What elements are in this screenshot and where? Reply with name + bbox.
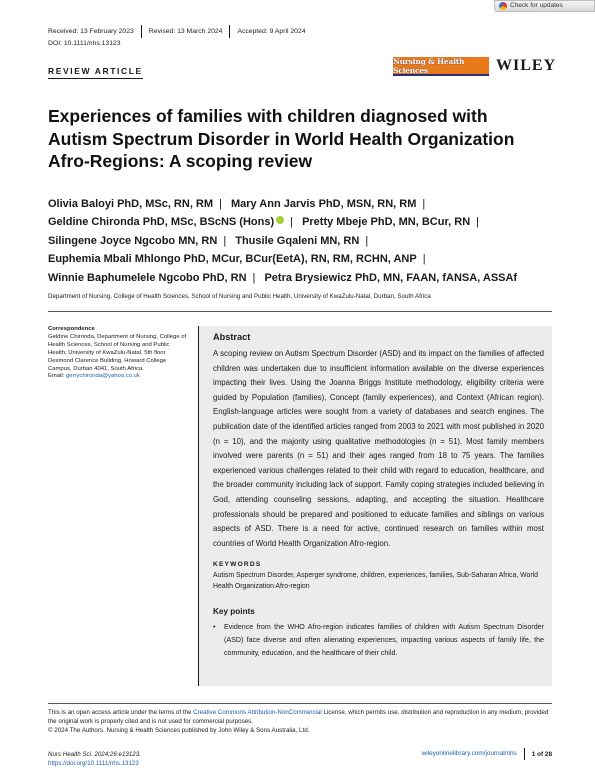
license-link[interactable]: Creative Commons Attribution-NonCommercial xyxy=(193,709,322,716)
author: Winnie Baphumelele Ngcobo PhD, RN xyxy=(48,271,247,284)
author: Thusile Gqaleni MN, RN xyxy=(235,234,360,247)
license-notice: This is an open access article under the terms of the Creative Commons Attribution-NonCommercial License, which permits use, distribution and reproduction in any medium, provided the original work is properly cited and is not used for commercial purposes. © 2024 The Authors. Nursing & Health Sciences published by John Wiley & Sons Australia, Ltd. xyxy=(48,708,553,736)
footer-divider xyxy=(48,703,552,704)
citation-footer xyxy=(48,750,141,769)
page-footer xyxy=(422,748,552,760)
publisher-logo: WILEY xyxy=(496,57,557,74)
check-for-updates-button[interactable] xyxy=(494,0,595,12)
author: Petra Brysiewicz PhD, MN, FAAN, fANSA, ASSAf xyxy=(264,271,518,284)
journal-logo: Nursing & Health Sciences xyxy=(393,57,489,76)
copyright: © 2024 The Authors. Nursing & Health Sciences published by John Wiley & Sons Australia, Ltd. xyxy=(48,727,310,735)
author-list: Olivia Baloyi PhD, MSc, RN, RM | Mary Ann Jarvis PhD, MSN, RN, RM | Geldine Chironda PhD, MSc, BScNS (Hons) | Pretty Mbeje PhD, MN, BCur, RN | Silingene Joyce Ngcobo MN, RN | Thusile Gqaleni MN, RN | Euphemia Mbali Mhlongo PhD, MCur, BCur(EetA), RN, RM, RCHN, ANP | Winnie Baphumelele Ngcobo PhD, RN | Petra Brysiewicz PhD, MN, FAAN, fANSA, ASSAf xyxy=(48,198,518,284)
correspondence-heading: Correspondence xyxy=(48,326,95,332)
article-title: Experiences of families with children diagnosed with Autism Spectrum Disorder in World Health Organization Afro-Regions: A scoping review xyxy=(48,106,515,171)
revised-date: Revised: 13 March 2024 xyxy=(142,25,231,38)
author: Silingene Joyce Ngcobo MN, RN xyxy=(48,234,218,247)
author: Euphemia Mbali Mhlongo PhD, MCur, BCur(EetA), RN, RM, RCHN, ANP xyxy=(48,253,417,266)
email-link[interactable]: gerrychironda@yahoo.co.uk xyxy=(66,373,140,380)
abstract-panel xyxy=(198,326,552,686)
publication-dates xyxy=(48,25,312,38)
keywords-heading: KEYWORDS xyxy=(213,561,262,569)
check-for-updates-label: Check for updates xyxy=(510,2,563,9)
correspondence-address: Geldine Chironda, Department of Nursing, College of Health Sciences, School of Nursing and Public Health, University of KwaZulu-Natal, 5th floor Desmond Clarence Building, Howard College Campus, Durban 4041, South Africa. xyxy=(48,333,187,372)
author: Olivia Baloyi PhD, MSc, RN, RM xyxy=(48,198,214,210)
page-number: 1 of 28 xyxy=(531,750,552,758)
key-points-list xyxy=(213,621,544,660)
accepted-date: Accepted: 9 April 2024 xyxy=(237,28,306,35)
abstract-heading: Abstract xyxy=(213,332,251,342)
journal-url-link[interactable]: wileyonlinelibrary.com/journal/nhs xyxy=(422,748,525,760)
key-points-heading: Key points xyxy=(213,606,255,616)
article-type: REVIEW ARTICLE xyxy=(48,66,143,79)
section-divider xyxy=(48,311,552,312)
doi-link[interactable]: https://doi.org/10.1111/nhs.13123 xyxy=(48,760,139,768)
author: Mary Ann Jarvis PhD, MSN, RN, RM xyxy=(230,198,417,210)
keywords-text: Autism Spectrum Disorder, Asperger syndrome, children, experiences, families, Sub-Saharan Africa, World Health Organization Afro-region xyxy=(213,572,539,591)
correspondence-email-line: Email: gerrychironda@yahoo.co.uk xyxy=(48,373,140,380)
correspondence-block xyxy=(48,326,188,381)
doi-header: DOI: 10.1111/nhs.13123 xyxy=(48,40,121,47)
affiliation: Department of Nursing, College of Health Sciences, School of Nursing and Public Health, University of KwaZulu-Natal, Durban, South Africa xyxy=(48,293,431,300)
key-point-item: • Evidence from the WHO Afro-region indicates families of children with Autism Spectrum Disorder (ASD) face diverse and often alienating experiences, impacting various aspects of family life, the community, education, and the healthcare of their child. xyxy=(213,621,544,660)
author: Geldine Chironda PhD, MSc, BScNS (Hons) xyxy=(48,216,275,229)
author: Pretty Mbeje PhD, MN, BCur, RN xyxy=(302,216,471,229)
journal-citation: Nurs Health Sci. 2024;26:e13123. xyxy=(48,751,141,758)
orcid-icon[interactable] xyxy=(276,216,284,224)
received-date: Received: 13 February 2023 xyxy=(48,25,142,38)
abstract-text: A scoping review on Autism Spectrum Disorder (ASD) and its impact on the families of affected children was undertaken due to insufficient information available on the diverse experiences impacting their lives. Using the Joanna Briggs Institute methodology, eligibility criteria were guided by Population (families), Concept (family experiences), and Context (African region). English-language articles were sought from a variety of databases and search engines. The publication date of the identified articles ranged from 2003 to 2021 with most published in 2020 (n = 10), and the majority using qualitative methodologies (n = 51). Most family members involved were parents (n = 51) and their ages ranged from 18 to 75 years. The families experienced various challenges related to their child with regard to education, healthcare, and the broader community including lack of support. Family coping strategies included believing in God, attending counseling sessions, adapting, and accepting the situation. Healthcare professionals should be prepared and positioned to educate families and siblings on various aspects of ASD. There is a need for active, continued research on families within most countries of World Health Organization Afro-region. xyxy=(213,349,544,548)
crossmark-icon xyxy=(499,2,507,10)
